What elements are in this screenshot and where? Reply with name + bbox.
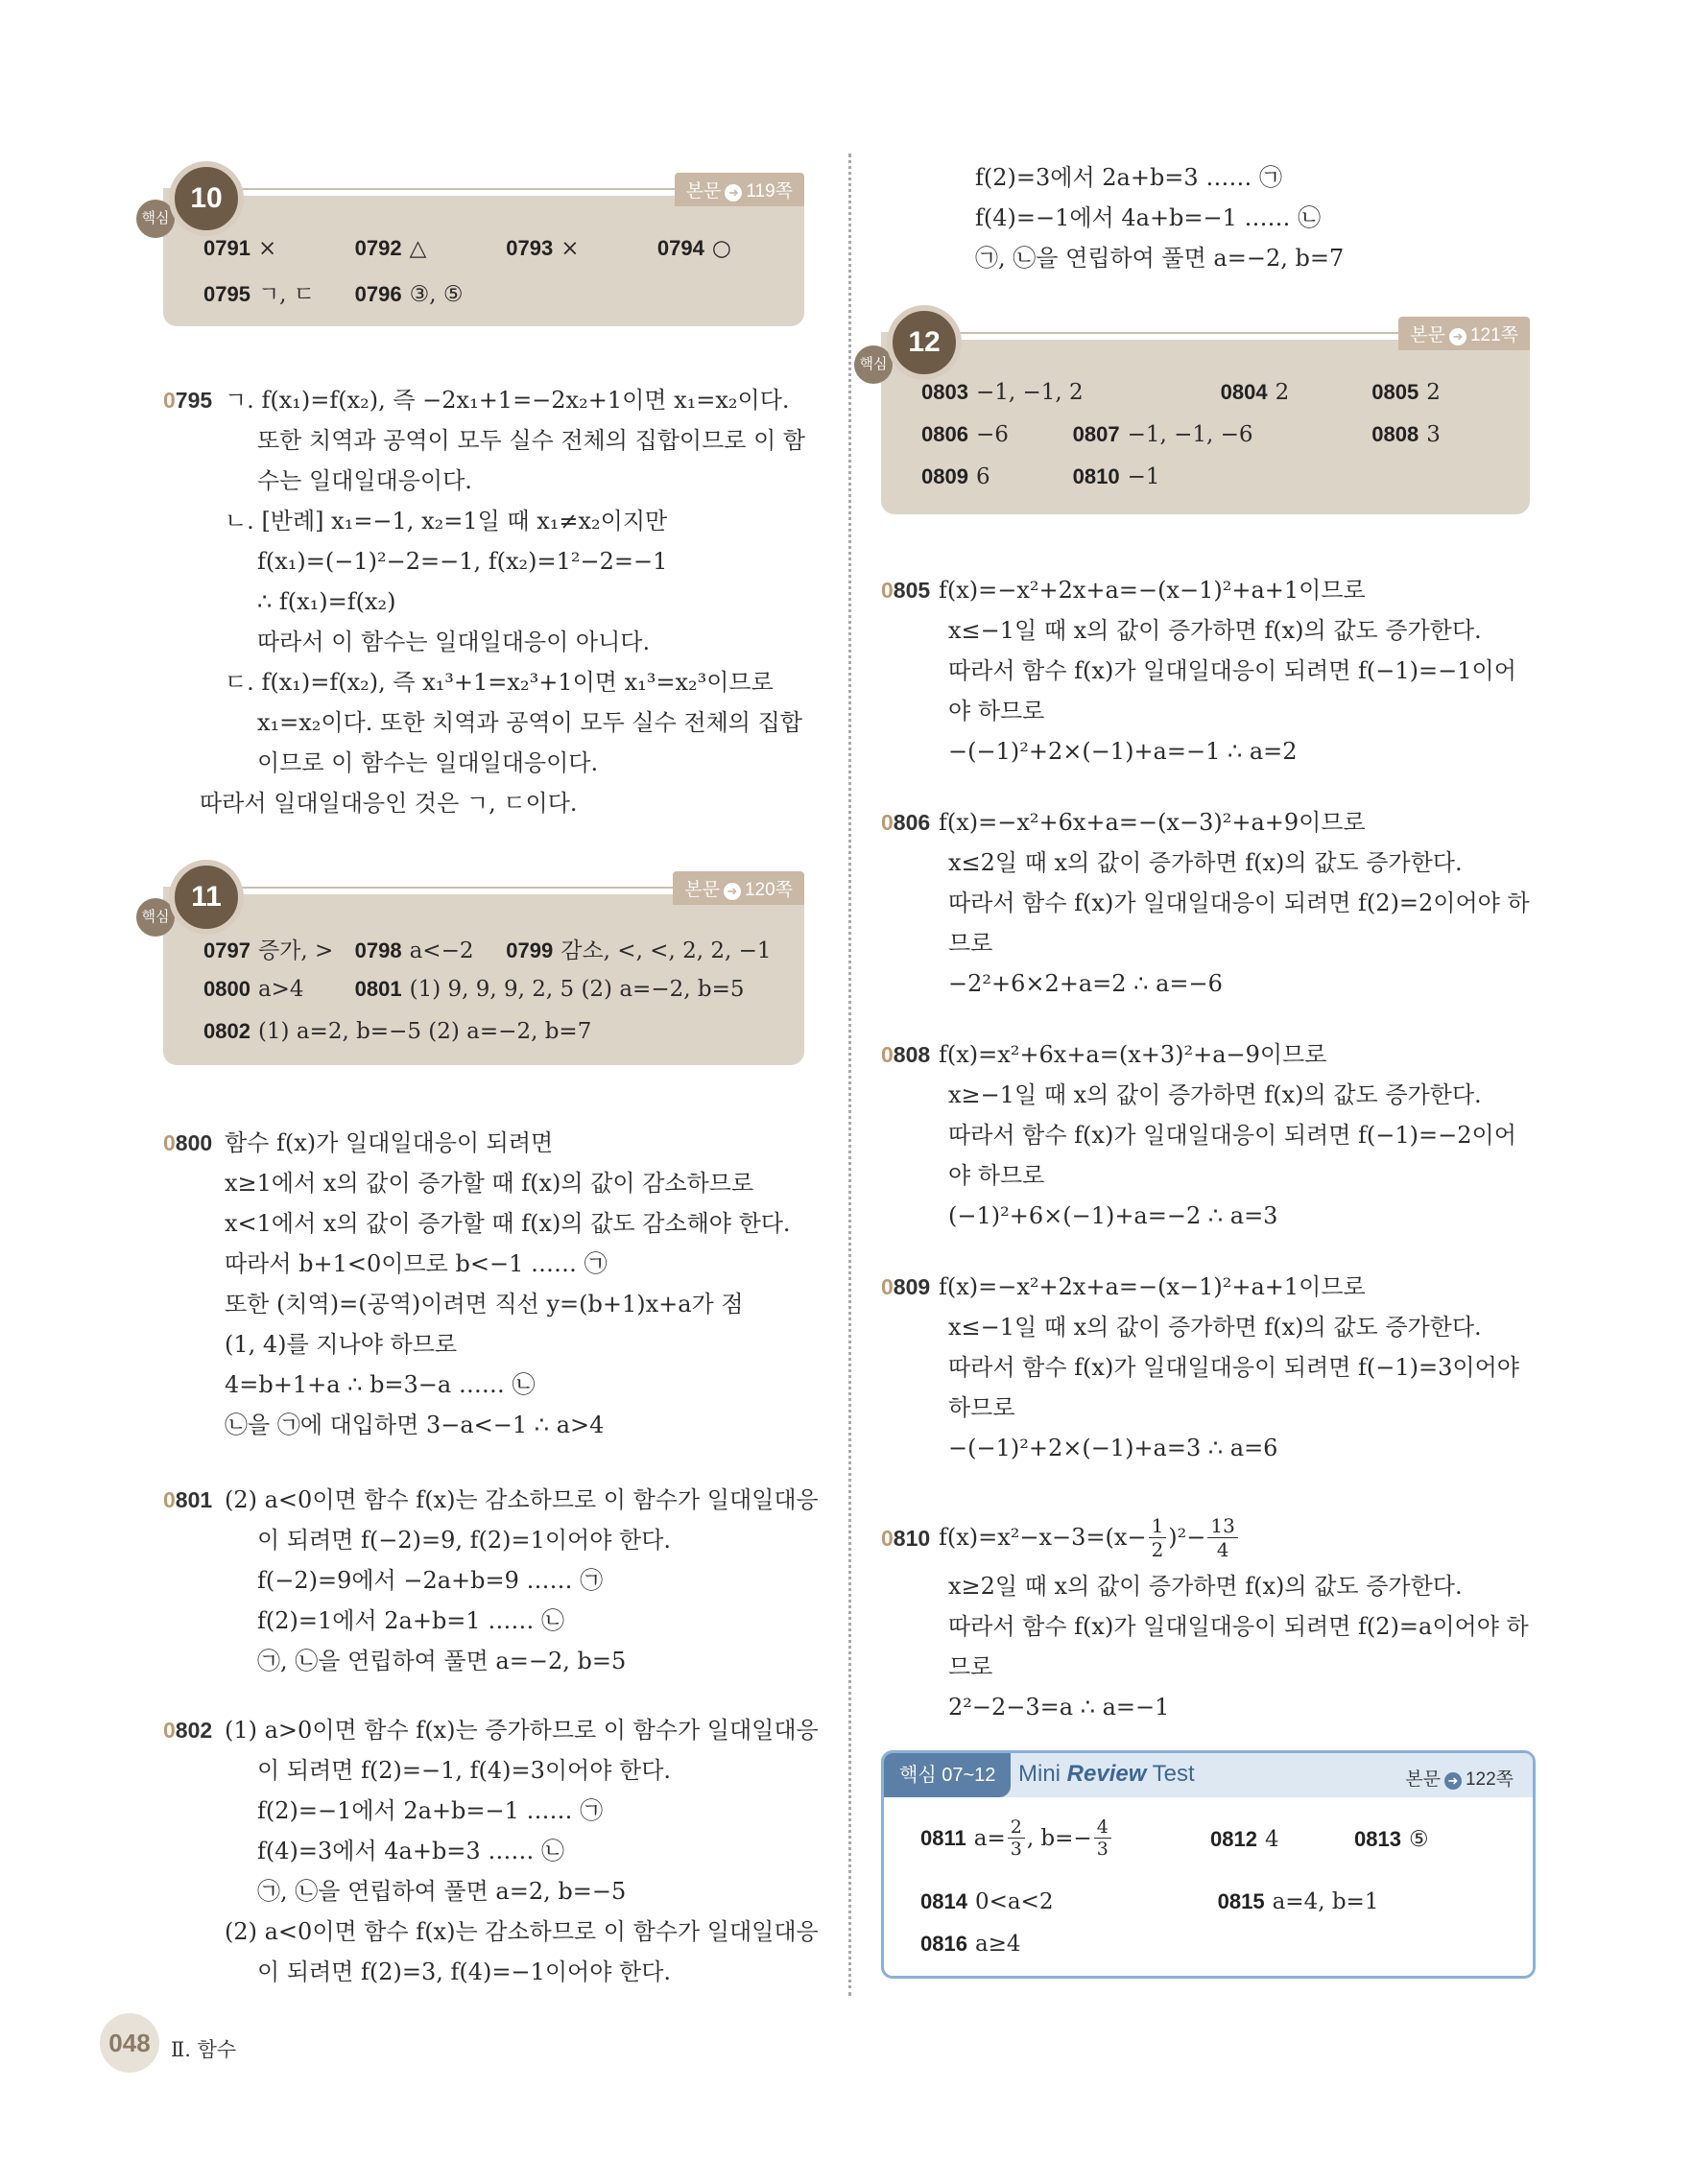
solution-number [163,1123,212,1163]
question-number: 0793 [506,236,554,260]
formula-part: f(x)=x²−x−3= [939,1524,1106,1551]
solution-line: ㉡을 ㉠에 대입하면 3−a<−1 ∴ a>4 [225,1412,605,1438]
number-prefix: 0 [163,388,176,413]
solution-line: 따라서 함수 f(x)가 일대일대응이 되려면 f(−1)=−1이어 [948,657,1516,684]
solution-line: (−1)²+6×(−1)+a=−2 ∴ a=3 [948,1202,1278,1229]
question-number: 0806 [921,422,968,446]
question-number: 0813 [1354,1826,1401,1851]
ref-page: 122쪽 [1465,1769,1514,1790]
question-number: 0808 [1371,422,1419,446]
question-number: 0801 [354,977,402,1001]
answer-value: (1) a=2, b=−5 (2) a=−2, b=7 [257,1019,592,1044]
answer-value: × [257,236,277,261]
answer-row [920,1816,1429,1860]
number-body: 810 [893,1526,931,1551]
answer-value: (1) 9, 9, 9, 2, 5 (2) a=−2, b=5 [409,977,745,1002]
answer-value: 4 [1264,1826,1279,1852]
solution-line: x≤−1일 때 x의 값이 증가하면 f(x)의 값도 증가한다. [948,617,1482,644]
ref-label: 본문 [1405,1769,1441,1790]
question-number: 0797 [203,938,250,962]
mini-review-tag: 핵심 07~12 [884,1753,1011,1797]
solution-number [163,1710,212,1750]
number-body: 802 [175,1718,213,1743]
solution-line: f(2)=1에서 2a+b=1 …… ㉡ [257,1607,564,1634]
title-part: Test [1146,1761,1195,1787]
answer-box-11 [163,880,804,1065]
answer-row [203,234,801,261]
answer-value: −6 [975,422,1009,447]
question-number: 0815 [1217,1889,1265,1913]
solution-line: −2²+6×2+a=2 ∴ a=−6 [948,970,1223,997]
section-badge-10: 10 [169,161,244,236]
solution-line: ㄱ. f(x₁)=f(x₂), 즉 −2x₁+1=−2x₂+1이면 x₁=x₂이다. [225,387,790,414]
section-badge-11: 11 [169,860,244,935]
fraction [1008,1816,1025,1860]
ref-label: 본문 [1410,325,1445,345]
fraction-numerator: 1 [1149,1514,1167,1538]
solution-line: 또한 (치역)=(공역)이려면 직선 y=(b+1)x+a가 점 [225,1291,744,1318]
solution-0808 [881,1034,1534,1236]
question-number: 0809 [921,464,968,488]
answer-box-10 [163,181,804,326]
fraction-denominator: 2 [1151,1537,1164,1561]
fraction [1207,1514,1237,1561]
solution-line: 따라서 일대일대응인 것은 ㄱ, ㄷ이다. [200,790,578,817]
solution-number [881,1034,930,1075]
question-number: 0805 [1371,380,1419,404]
arrow-icon: ➜ [1444,1772,1462,1790]
number-prefix: 0 [163,1718,176,1743]
answer-value: 2 [1275,380,1290,405]
solution-line: f(4)=−1에서 4a+b=−1 …… ㉡ [975,204,1322,231]
formula-part: )²− [1168,1524,1206,1551]
number-body: 806 [893,810,931,835]
question-number: 0807 [1072,422,1120,446]
solution-number [881,1267,930,1307]
solution-line: 함수 f(x)가 일대일대응이 되려면 [225,1129,554,1156]
number-prefix: 0 [881,578,894,603]
number-prefix: 0 [881,810,894,835]
solution-line: x≤2일 때 x의 값이 증가하면 f(x)의 값도 증가한다. [948,849,1463,876]
solution-line: 이 되려면 f(2)=−1, f(4)=3이어야 한다. [257,1757,672,1784]
solution-line: 야 하므로 [948,1162,1045,1189]
fraction [1149,1514,1167,1561]
answer-row [921,420,1441,447]
question-number: 0804 [1220,380,1268,404]
solution-line: f(4)=3에서 4a+b=3 …… ㉡ [257,1838,564,1864]
question-number: 0794 [656,236,704,260]
question-number: 0802 [203,1019,250,1043]
arrow-icon: ➜ [1449,328,1466,345]
solution-line: ∴ f(x₁)=f(x₂) [257,588,396,615]
ref-page: 121쪽 [1469,325,1518,345]
answer-row [203,1017,591,1044]
solution-line: x₁=x₂이다. 또한 치역과 공역이 모두 실수 전체의 집합 [257,709,802,736]
solution-line: 2²−2−3=a ∴ a=−1 [948,1694,1170,1721]
answer-value: 3 [1426,422,1441,447]
question-number: 0814 [920,1889,967,1913]
answer-value: a≥4 [974,1932,1021,1957]
ref-label: 본문 [685,181,722,202]
answer-value: ⑤ [1408,1826,1429,1852]
solution-line: 따라서 함수 f(x)가 일대일대응이 되려면 f(2)=a이어야 하 [948,1613,1529,1640]
fraction-denominator: 3 [1096,1839,1109,1860]
answer-row [203,933,772,964]
solution-line: f(x)=−x²+2x+a=−(x−1)²+a+1이므로 [939,577,1366,604]
solution-line: ㉠, ㉡을 연립하여 풀면 a=−2, b=7 [975,245,1345,272]
number-body: 809 [893,1274,931,1299]
title-part: Review [1066,1761,1147,1787]
solution-number [881,1518,930,1558]
answer-row [203,276,499,308]
page-reference [673,871,804,905]
answer-value: ㄱ, ㄷ [257,282,316,307]
solution-line: (2) a<0이면 함수 f(x)는 감소하므로 이 함수가 일대일대응 [225,1486,819,1513]
solution-line: x≥1에서 x의 값이 증가할 때 f(x)의 값이 감소하므로 [225,1170,754,1197]
arrow-icon: ➜ [724,883,741,900]
answer-value: a>4 [257,977,304,1002]
question-number: 0791 [203,236,250,260]
solution-number [163,1480,212,1520]
solution-line: f(x₁)=(−1)²−2=−1, f(x₂)=1²−2=−1 [257,548,668,575]
solution-line: f(−2)=9에서 −2a+b=9 …… ㉠ [257,1567,604,1594]
solution-line: f(x)=x²+6x+a=(x+3)²+a−9이므로 [939,1041,1327,1068]
solution-0802 [163,1710,819,1992]
mini-review-test [881,1750,1536,1979]
fraction-numerator: 13 [1207,1514,1237,1538]
mini-review-header [884,1753,1533,1797]
solution-line: ㉠, ㉡을 연립하여 풀면 a=2, b=−5 [257,1878,627,1905]
solution-0809 [881,1267,1534,1468]
solution-line: ㉠, ㉡을 연립하여 풀면 a=−2, b=5 [257,1648,627,1674]
solution-line: 따라서 함수 f(x)가 일대일대응이 되려면 f(−1)=3이어야 [948,1354,1519,1381]
solution-line: 따라서 함수 f(x)가 일대일대응이 되려면 f(−1)=−2이어 [948,1122,1516,1149]
answer-value: , b=− [1026,1825,1092,1851]
arrow-icon: ➜ [725,184,742,202]
answer-value: a= [973,1825,1006,1851]
question-number: 0812 [1210,1826,1257,1851]
answer-row [203,975,744,1002]
answer-value: 2 [1426,380,1441,405]
solution-line [881,1508,1534,1566]
column-divider [848,154,851,1996]
solution-number [881,802,930,843]
solution-line: 야 하므로 [948,698,1045,724]
solution-line: f(2)=3에서 2a+b=3 …… ㉠ [975,164,1282,191]
answer-box-12 [881,325,1530,514]
answer-value: −1 [1127,464,1160,489]
title-part: Mini [1018,1761,1067,1787]
answer-row [921,463,1160,489]
question-number: 0796 [354,282,402,306]
number-body: 805 [893,578,931,603]
solution-0802-continued [881,157,1534,278]
question-number: 0798 [354,938,402,962]
answer-value: 증가, > [257,938,334,963]
answer-value: 0<a<2 [974,1889,1054,1914]
answer-value: ③, ⑤ [409,282,464,307]
core-tag: 핵심 [136,200,175,238]
answer-value: ○ [711,236,731,261]
solution-line: f(x)=−x²+6x+a=−(x−3)²+a+9이므로 [939,809,1366,836]
solution-0810 [881,1508,1534,1727]
question-number: 0795 [203,282,250,306]
ref-label: 본문 [684,880,720,900]
solution-line: 또한 치역과 공역이 모두 실수 전체의 집합이므로 이 함 [257,427,806,454]
solution-0795 [163,380,816,823]
question-number: 0803 [921,380,968,404]
solution-line: x≥−1일 때 x의 값이 증가하면 f(x)의 값도 증가한다. [948,1081,1482,1108]
answer-row [920,1930,1021,1957]
solution-line: 4=b+1+a ∴ b=3−a …… ㉡ [225,1371,536,1398]
page-reference [675,173,804,206]
solution-line: 따라서 함수 f(x)가 일대일대응이 되려면 f(2)=2이어야 하 [948,890,1530,916]
fraction-numerator: 4 [1094,1816,1111,1839]
solution-line: (1, 4)를 지나야 하므로 [225,1331,458,1358]
core-tag: 핵심 [136,898,175,937]
number-body: 800 [175,1130,213,1155]
solution-line: 이 되려면 f(−2)=9, f(2)=1이어야 한다. [257,1527,672,1554]
number-prefix: 0 [881,1274,894,1299]
solution-line: −(−1)²+2×(−1)+a=3 ∴ a=6 [948,1435,1278,1461]
solution-0801 [163,1480,819,1681]
number-prefix: 0 [881,1526,894,1551]
solution-line: f(x)=−x²+2x+a=−(x−1)²+a+1이므로 [939,1273,1366,1300]
solution-0805 [881,570,1534,772]
answer-value: −1, −1, −6 [1127,422,1253,447]
answer-value: a<−2 [409,938,474,963]
number-body: 801 [175,1487,213,1512]
solution-line: ㄴ. [반례] x₁=−1, x₂=1일 때 x₁≠x₂이지만 [225,508,668,534]
ref-page: 119쪽 [746,181,793,202]
number-prefix: 0 [881,1042,894,1067]
solution-line: −(−1)²+2×(−1)+a=−1 ∴ a=2 [948,738,1298,765]
answer-value: a=4, b=1 [1272,1889,1379,1914]
question-number: 0792 [354,236,402,260]
solution-line: x≥2일 때 x의 값이 증가하면 f(x)의 값도 증가한다. [948,1573,1463,1600]
solution-line: 따라서 이 함수는 일대일대응이 아니다. [257,629,651,655]
solution-number [881,570,930,610]
solution-line: ㄷ. f(x₁)=f(x₂), 즉 x₁³+1=x₂³+1이면 x₁³=x₂³이므로 [225,669,774,696]
chapter-label: Ⅱ. 함수 [171,2038,237,2061]
fraction [1094,1816,1111,1860]
number-prefix: 0 [163,1487,176,1512]
solution-line: x<1에서 x의 값이 증가할 때 f(x)의 값도 감소해야 한다. [225,1210,791,1237]
question-number: 0799 [506,938,554,962]
solution-line: (2) a<0이면 함수 f(x)는 감소하므로 이 함수가 일대일대응 [225,1918,819,1945]
solution-line: 따라서 b+1<0이므로 b<−1 …… ㉠ [225,1250,608,1277]
mini-review-title [1018,1761,1195,1788]
question-number: 0811 [920,1825,966,1850]
question-number: 0816 [920,1932,967,1956]
solution-line: 하므로 [948,1394,1015,1421]
fraction-denominator: 4 [1216,1537,1229,1561]
fraction-numerator: 2 [1008,1816,1025,1839]
question-number: 0800 [203,977,250,1001]
solution-0800 [163,1123,816,1445]
page-number: 048 [100,2013,159,2073]
core-tag: 핵심 [854,345,893,384]
solution-line: 므로 [948,1653,993,1680]
answer-value: 감소, <, <, 2, 2, −1 [560,938,772,963]
answer-value: × [560,236,580,261]
number-body: 795 [175,388,213,413]
solution-line: 이므로 이 함수는 일대일대응이다. [257,749,599,776]
page-reference [1398,317,1530,350]
page-reference [1405,1765,1514,1791]
section-badge-12: 12 [887,305,962,380]
ref-page: 120쪽 [744,880,793,900]
solution-line: (1) a>0이면 함수 f(x)는 증가하므로 이 함수가 일대일대응 [225,1717,819,1744]
solution-line: x≤−1일 때 x의 값이 증가하면 f(x)의 값도 증가한다. [948,1314,1482,1341]
solution-line: 수는 일대일대응이다. [257,467,472,494]
answer-row [920,1887,1378,1914]
solution-line: 므로 [948,930,993,957]
solution-number [163,380,212,420]
number-body: 808 [893,1042,931,1067]
answer-row [921,378,1441,405]
solution-0806 [881,802,1534,1004]
question-number: 0810 [1072,464,1120,488]
answer-value: −1, −1, 2 [975,380,1084,405]
fraction-denominator: 3 [1010,1839,1022,1860]
formula-part: (x− [1105,1524,1147,1551]
solution-line: 이 되려면 f(2)=3, f(4)=−1이어야 한다. [257,1958,672,1985]
solution-line: f(2)=−1에서 2a+b=−1 …… ㉠ [257,1797,604,1824]
answer-value: 6 [975,464,990,489]
number-prefix: 0 [163,1130,176,1155]
answer-value: △ [409,236,427,261]
